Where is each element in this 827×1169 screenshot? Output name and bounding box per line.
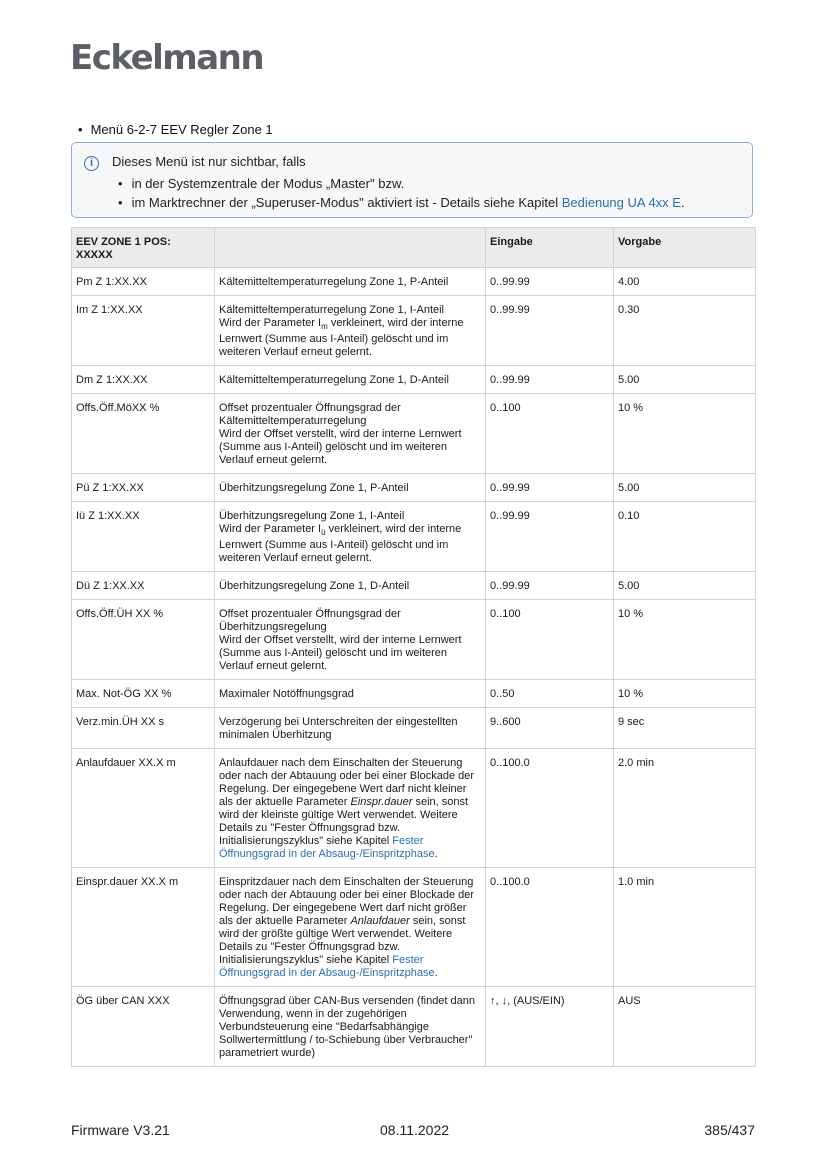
info-note — [71, 142, 753, 218]
info-intro: Dieses Menü ist nur sichtbar, falls — [112, 154, 306, 169]
table-row — [72, 600, 756, 680]
param-input: 9..600 — [486, 708, 614, 749]
param-name: Anlaufdauer XX.X m — [72, 749, 215, 868]
desc-text: Einspritzdauer nach dem Einschalten der Steuerung oder nach der Abtauung oder bei einer Blockade der Regelung. Der eingegebene Wert darf nicht größer als der aktuelle Parameter — [219, 876, 475, 928]
menu-title-item — [78, 122, 273, 137]
link-fester-oeffnungsgrad[interactable]: Fester Öffnungsgrad in der Absaug-/Einspritzphase — [219, 835, 435, 861]
link-fester-oeffnungsgrad[interactable]: Fester Öffnungsgrad in der Absaug-/Einspritzphase — [219, 954, 435, 980]
param-description: Öffnungsgrad über CAN-Bus versenden (findet dann Verwendung, wenn in der zugehörigen Verbundsteuerung eine "Bedarfsabhängige Sollwertermittlung / to-Schiebung über Verbraucher" parametriert wurde) — [215, 987, 486, 1067]
desc-line: Überhitzungsregelung Zone 1, I-Anteil — [219, 510, 405, 523]
param-input: 0..50 — [486, 680, 614, 708]
desc-text: Wird der Parameter I — [219, 523, 322, 536]
param-default: 1.0 min — [614, 868, 756, 987]
param-default: 4.00 — [614, 268, 756, 296]
table-row — [72, 474, 756, 502]
header-input: Eingabe — [486, 228, 614, 268]
param-input: 0..100 — [486, 394, 614, 474]
table-row — [72, 680, 756, 708]
param-default: 10 % — [614, 394, 756, 474]
table-header-row — [72, 228, 756, 268]
bullet-icon: • — [78, 122, 83, 137]
param-name: Iü Z 1:XX.XX — [72, 502, 215, 572]
param-default: 0.30 — [614, 296, 756, 366]
header-menu: EEV ZONE 1 POS: XXXXX — [72, 228, 215, 268]
desc-emphasis: Anlaufdauer — [350, 915, 410, 928]
param-description — [215, 749, 486, 868]
param-default: 5.00 — [614, 366, 756, 394]
desc-line: Offset prozentualer Öffnungsgrad der Kältemitteltemperaturregelung — [219, 402, 401, 428]
param-name: ÖG über CAN XXX — [72, 987, 215, 1067]
table-row — [72, 394, 756, 474]
param-default: AUS — [614, 987, 756, 1067]
info-condition-2-text: im Marktrechner der „Superuser-Modus" aktiviert ist - Details siehe Kapitel — [131, 195, 562, 210]
desc-text: verkleinert, wird der interne Lernwert (Summe aus I-Anteil) gelöscht und im weiteren Verlauf erneut gelernt. — [219, 317, 464, 359]
parameter-table — [71, 227, 756, 1067]
param-input: 0..99.99 — [486, 366, 614, 394]
param-description — [215, 296, 486, 366]
param-input: 0..99.99 — [486, 474, 614, 502]
eckelmann-logo: Eckelmann — [70, 38, 264, 78]
desc-emphasis: Einspr.dauer — [350, 796, 413, 809]
param-description: Kältemitteltemperaturregelung Zone 1, P-Anteil — [215, 268, 486, 296]
link-bedienung-ua4xx[interactable]: Bedienung UA 4xx E — [561, 195, 681, 210]
footer-page-number: 385/437 — [704, 1122, 755, 1138]
table-row — [72, 296, 756, 366]
param-name: Offs.Öff.MöXX % — [72, 394, 215, 474]
desc-line: Kältemitteltemperaturregelung Zone 1, I-Anteil — [219, 304, 445, 316]
param-name: Einspr.dauer XX.X m — [72, 868, 215, 987]
desc-text: sein, sonst wird der kleinste gültige Wert verwendet. Weitere Details zu "Fester Öffnungsgrad bzw. Initialisierungszyklus" siehe Kapitel — [219, 796, 469, 848]
footer-firmware: Firmware V3.21 — [71, 1122, 170, 1138]
desc-subscript: m — [321, 322, 328, 332]
table-row — [72, 987, 756, 1067]
param-name: Pü Z 1:XX.XX — [72, 474, 215, 502]
desc-text: Wird der Offset verstellt, wird der interne Lernwert (Summe aus I-Anteil) gelöscht und im weiteren Verlauf erneut gelernt. — [219, 428, 462, 467]
param-description: Überhitzungsregelung Zone 1, P-Anteil — [215, 474, 486, 502]
table-row — [72, 749, 756, 868]
desc-subscript: ü — [321, 528, 326, 538]
table-row — [72, 708, 756, 749]
param-input: 0..99.99 — [486, 296, 614, 366]
footer-date: 08.11.2022 — [380, 1122, 450, 1138]
param-default: 5.00 — [614, 474, 756, 502]
param-description — [215, 600, 486, 680]
menu-title: Menü 6-2-7 EEV Regler Zone 1 — [90, 122, 273, 137]
table-row — [72, 572, 756, 600]
desc-text: Wird der Parameter I — [219, 317, 322, 329]
param-description: Verzögerung bei Unterschreiten der eingestellten minimalen Überhitzung — [215, 708, 486, 749]
info-condition-2 — [118, 195, 685, 214]
param-name: Im Z 1:XX.XX — [72, 296, 215, 366]
param-description: Kältemitteltemperaturregelung Zone 1, D-Anteil — [215, 366, 486, 394]
param-default: 5.00 — [614, 572, 756, 600]
param-input: 0..100 — [486, 600, 614, 680]
info-circle-icon: i — [84, 156, 99, 171]
param-description — [215, 502, 486, 572]
info-condition-2-end: . — [680, 195, 685, 210]
table-row — [72, 502, 756, 572]
param-input: 0..100.0 — [486, 868, 614, 987]
desc-text: . — [434, 967, 438, 980]
table-row — [72, 268, 756, 296]
param-name: Max. Not-ÖG XX % — [72, 680, 215, 708]
desc-text: Anlaufdauer nach dem Einschalten der Steuerung oder nach der Abtauung oder bei einer Blockade der Regelung. Der eingegebene Wert darf nicht kleiner als der aktuelle Parameter — [219, 757, 475, 809]
param-default: 10 % — [614, 680, 756, 708]
param-name: Offs.Öff.ÜH XX % — [72, 600, 215, 680]
desc-text: sein, sonst wird der größte gültige Wert verwendet. Weitere Details zu "Fester Öffnungsgrad bzw. Initialisierungszyklus" siehe Kapitel — [219, 915, 466, 967]
param-default: 9 sec — [614, 708, 756, 749]
param-description — [215, 868, 486, 987]
param-default: 2.0 min — [614, 749, 756, 868]
param-name: Dü Z 1:XX.XX — [72, 572, 215, 600]
param-input: 0..99.99 — [486, 572, 614, 600]
param-default: 0.10 — [614, 502, 756, 572]
param-name: Verz.min.ÜH XX s — [72, 708, 215, 749]
param-input: 0..99.99 — [486, 268, 614, 296]
desc-text: Wird der Offset verstellt, wird der interne Lernwert (Summe aus I-Anteil) gelöscht und im weiteren Verlauf erneut gelernt. — [219, 634, 462, 673]
param-name: Dm Z 1:XX.XX — [72, 366, 215, 394]
param-input: 0..100.0 — [486, 749, 614, 868]
param-input: ↑, ↓, (AUS/EIN) — [486, 987, 614, 1067]
param-default: 10 % — [614, 600, 756, 680]
desc-text: verkleinert, wird der interne Lernwert (Summe aus I-Anteil) gelöscht und im weiteren Verlauf erneut gelernt. — [219, 523, 462, 565]
table-row — [72, 868, 756, 987]
header-default: Vorgabe — [614, 228, 756, 268]
param-description — [215, 394, 486, 474]
table-row — [72, 366, 756, 394]
param-name: Pm Z 1:XX.XX — [72, 268, 215, 296]
header-description — [215, 228, 486, 268]
param-input: 0..99.99 — [486, 502, 614, 572]
desc-text: . — [434, 848, 438, 861]
desc-line: Offset prozentualer Öffnungsgrad der Überhitzungsregelung — [219, 608, 401, 634]
param-description: Maximaler Notöffnungsgrad — [215, 680, 486, 708]
info-conditions — [118, 176, 685, 214]
info-condition-1: • in der Systemzentrale der Modus „Master" bzw. — [118, 176, 685, 195]
param-description: Überhitzungsregelung Zone 1, D-Anteil — [215, 572, 486, 600]
